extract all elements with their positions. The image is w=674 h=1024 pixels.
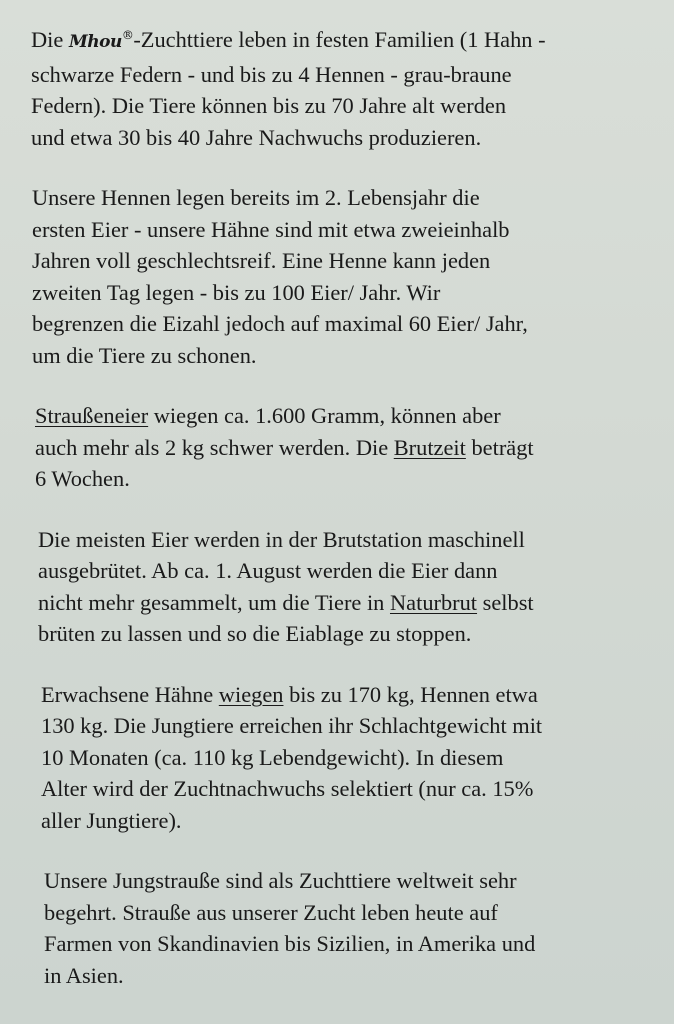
text-line — [38, 587, 652, 619]
text-line: zweiten Tag legen - bis zu 100 Eier/ Jahr. Wir — [32, 279, 441, 305]
paragraph-eggs — [35, 400, 652, 495]
text-segment: Erwachsene Hähne — [41, 681, 219, 707]
text-line: 6 Wochen. — [35, 466, 130, 491]
paragraph-weight — [41, 679, 652, 837]
underlined-term: Brutzeit — [393, 434, 466, 460]
brand-logo — [68, 28, 134, 52]
text-segment: selbst — [477, 589, 534, 615]
text-line — [41, 679, 652, 711]
brand-name: Mhou — [68, 32, 122, 52]
text-line: schwarze Federn - und bis zu 4 Hennen - grau-braune — [31, 61, 512, 87]
paragraph-export — [44, 865, 652, 991]
text-line: ersten Eier - unsere Hähne sind mit etwa zweieinhalb — [32, 216, 510, 242]
underlined-term: Naturbrut — [389, 589, 478, 615]
paragraph-laying — [32, 182, 652, 371]
text-line: und etwa 30 bis 40 Jahre Nachwuchs produzieren. — [31, 124, 482, 150]
text-line: begehrt. Strauße aus unserer Zucht leben heute auf — [44, 899, 498, 925]
text-segment: nicht mehr gesammelt, um die Tiere in — [38, 589, 390, 615]
text-segment: beträgt — [465, 434, 534, 460]
text-line: Die meisten Eier werden in der Brutstation maschinell — [38, 526, 525, 552]
text-segment: bis zu 170 kg, Hennen etwa — [283, 681, 538, 707]
text-segment: auch mehr als 2 kg schwer werden. Die — [35, 434, 394, 460]
text-line — [35, 400, 652, 432]
text-line: begrenzen die Eizahl jedoch auf maximal 60 Eier/ Jahr, — [32, 311, 528, 336]
text-segment: Die — [31, 27, 69, 52]
text-line: Alter wird der Zuchtnachwuchs selektiert (nur ca. 15% — [41, 776, 534, 801]
underlined-term: wiegen — [218, 681, 284, 707]
text-line: Unsere Hennen legen bereits im 2. Lebensjahr die — [32, 185, 480, 210]
text-line: Farmen von Skandinavien bis Sizilien, in Amerika und — [44, 931, 536, 956]
text-line: brüten zu lassen und so die Eiablage zu stoppen. — [38, 621, 472, 646]
registered-mark: ® — [121, 28, 134, 42]
text-segment: wiegen ca. 1.600 Gramm, können aber — [148, 403, 501, 428]
underlined-term: Straußeneier — [35, 403, 149, 428]
text-line: aller Jungtiere). — [41, 807, 182, 833]
text-line: 130 kg. Die Jungtiere erreichen ihr Schlachtgewicht mit — [41, 713, 543, 738]
text-line: 10 Monaten (ca. 110 kg Lebendgewicht). In diesem — [41, 744, 504, 770]
text-line: um die Tiere zu schonen. — [32, 342, 257, 368]
text-line: Federn). Die Tiere können bis zu 70 Jahre alt werden — [31, 93, 507, 118]
text-line: Jahren voll geschlechtsreif. Eine Henne kann jeden — [32, 248, 491, 273]
text-line: Unsere Jungstrauße sind als Zuchttiere weltweit sehr — [44, 868, 517, 893]
text-line — [31, 20, 652, 59]
text-line: in Asien. — [44, 962, 124, 988]
text-line: ausgebrütet. Ab ca. 1. August werden die Eier dann — [38, 558, 498, 583]
text-line — [35, 432, 652, 464]
paragraph-families — [31, 20, 652, 153]
paragraph-hatching — [38, 524, 652, 650]
text-segment: -Zuchttiere leben in festen Familien (1 Hahn - — [133, 27, 546, 52]
